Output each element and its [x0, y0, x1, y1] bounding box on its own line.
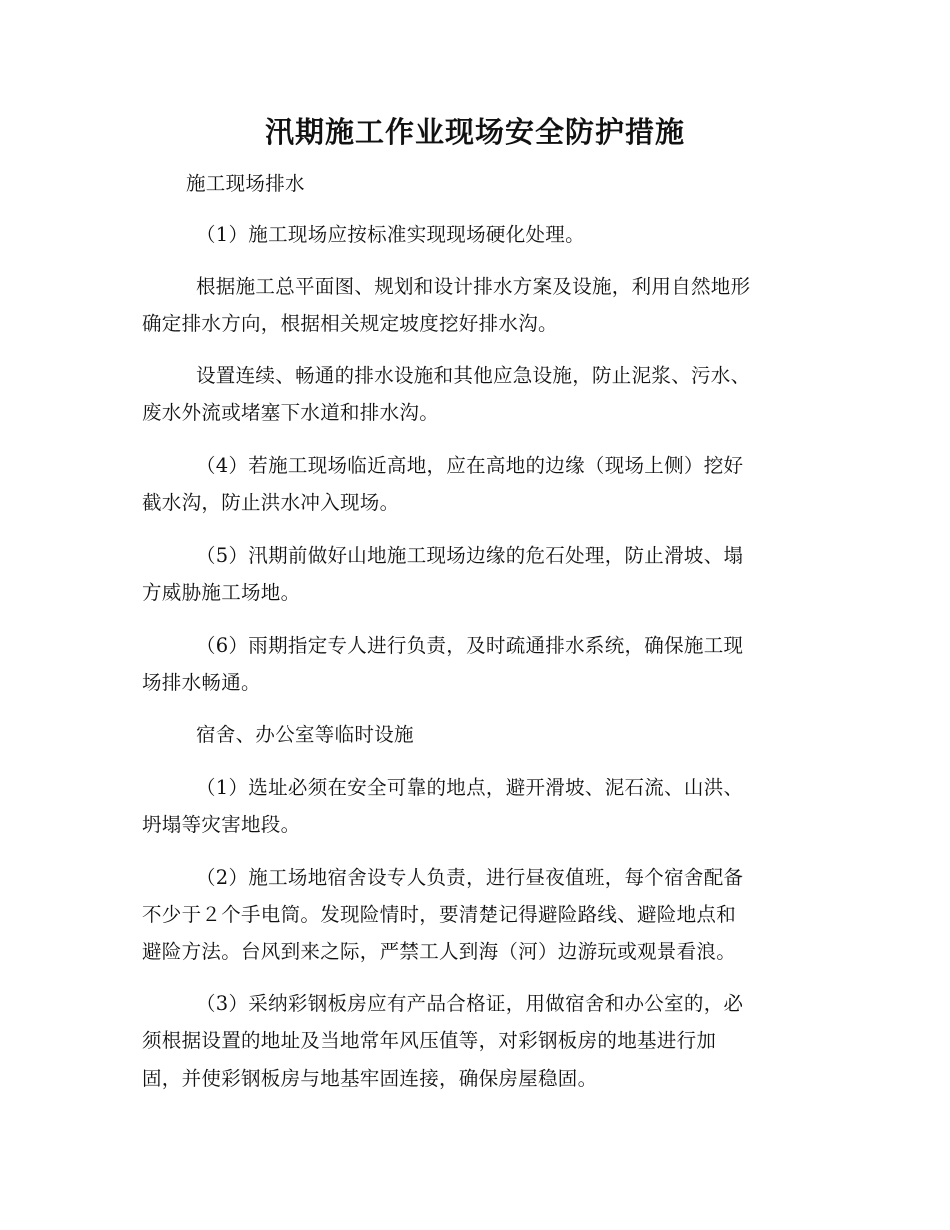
paragraph-line: 避险方法。台风到来之际，严禁工人到海（河）边游玩或观景看浪。 [142, 940, 737, 963]
paragraph-line: 截水沟，防止洪水冲入现场。 [142, 491, 400, 514]
paragraph-line: 确定排水方向，根据相关规定坡度挖好排水沟。 [142, 312, 558, 335]
paragraph-line: （2）施工场地宿舍设专人负责，进行昼夜值班，每个宿舍配备 [196, 866, 744, 889]
paragraph-line: 须根据设置的地址及当地常年风压值等，对彩钢板房的地基进行加 [142, 1029, 717, 1052]
paragraph-line: （1）选址必须在安全可靠的地点，避开滑坡、泥石流、山洪、 [196, 776, 744, 799]
paragraph-line: （3）采纳彩钢板房应有产品合格证，用做宿舍和办公室的，必 [196, 992, 744, 1015]
paragraph-line: （6）雨期指定专人进行负责，及时疏通排水系统，确保施工现 [196, 634, 744, 657]
paragraph-line: （4）若施工现场临近高地，应在高地的边缘（现场上侧）挖好 [196, 454, 744, 477]
paragraph-line: 废水外流或堵塞下水道和排水沟。 [142, 401, 440, 424]
document-title: 汛期施工作业现场安全防护措施 [264, 115, 685, 149]
paragraph-line: 固，并使彩钢板房与地基牢固连接，确保房屋稳固。 [142, 1067, 598, 1090]
paragraph-line: 坍塌等灾害地段。 [142, 813, 301, 836]
paragraph-line: 根据施工总平面图、规划和设计排水方案及设施，利用自然地形 [196, 275, 751, 298]
paragraph-line: （5）汛期前做好山地施工现场边缘的危石处理，防止滑坡、塌 [196, 544, 744, 567]
paragraph-line: 不少于２个手电筒。发现险情时，要清楚记得避险路线、避险地点和 [142, 903, 737, 926]
section-heading-facilities: 宿舍、办公室等临时设施 [196, 723, 414, 746]
section-heading-drainage: 施工现场排水 [186, 172, 305, 195]
paragraph-line: （1）施工现场应按标准实现现场硬化处理。 [196, 223, 585, 246]
paragraph-line: 设置连续、畅通的排水设施和其他应急设施，防止泥浆、污水、 [196, 364, 751, 387]
paragraph-line: 场排水畅通。 [142, 671, 261, 694]
paragraph-line: 方威胁施工场地。 [142, 581, 301, 604]
